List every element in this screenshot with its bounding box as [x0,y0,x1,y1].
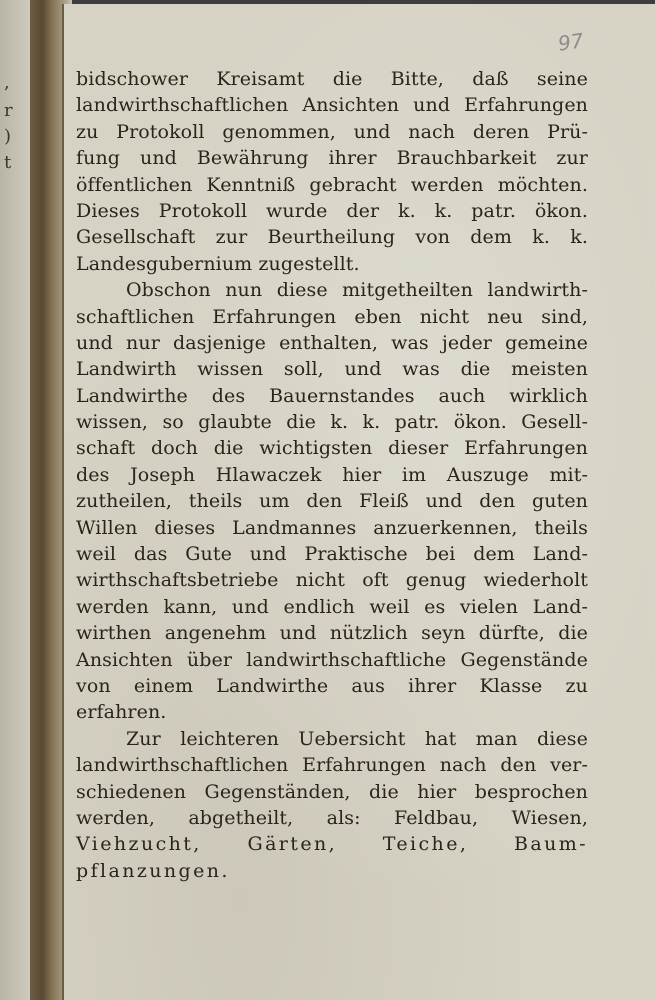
text-line: fung und Bewährung ihrer Brauchbarkeit zur [76,147,588,170]
body-text [76,66,588,884]
text-line: zutheilen, theils um den Fleiß und den guten [76,490,588,513]
text-line: Landwirth wissen soll, und was die meisten [76,358,588,381]
text-line: Landesgubernium zugestellt. [76,252,360,275]
text-line: des Joseph Hlawaczek hier im Auszuge mit- [76,463,588,486]
text-line: Ansichten über landwirthschaftliche Gegenstände [76,648,588,671]
text-line: wirthschaftsbetriebe nicht oft genug wiederholt [76,569,588,592]
page-number: 97 [556,28,585,56]
text-line: schaft doch die wichtigsten dieser Erfahrungen [76,437,588,460]
text-line: schiedenen Gegenständen, die hier besprochen [76,780,588,803]
text-line: werden, abgetheilt, als: Feldbau, Wiesen, [76,806,588,829]
text-line: und nur dasjenige enthalten, was jeder gemeine [76,331,588,354]
text-line: weil das Gute und Praktische bei dem Land- [76,543,588,566]
margin-mark: r [4,100,13,121]
margin-mark: t [4,152,12,173]
text-line: Viehzucht, Gärten, Teiche, Baum- [76,833,588,856]
text-line: schaftlichen Erfahrungen eben nicht neu sind, [76,305,588,328]
text-line: Gesellschaft zur Beurtheilung von dem k. k. [76,226,588,249]
text-line: bidschower Kreisamt die Bitte, daß seine [76,68,588,90]
text-line: werden kann, und endlich weil es vielen Land- [76,595,588,618]
text-line: pflanzungen. [76,859,230,882]
text-line: landwirthschaftlichen Erfahrungen nach den ver- [76,754,588,777]
text-line: Zur leichteren Uebersicht hat man diese [126,727,588,750]
text-line: von einem Landwirthe aus ihrer Klasse zu [76,674,588,697]
margin-mark: , [4,72,10,93]
text-line: wissen, so glaubte die k. k. patr. ökon. Gesell- [76,411,588,434]
text-line: erfahren. [76,701,167,724]
text-line: Willen dieses Landmannes anzuerkennen, theils [76,516,588,539]
margin-mark: ) [4,126,12,147]
text-line: landwirthschaftlichen Ansichten und Erfahrungen [76,94,588,117]
text-line: wirthen angenehm und nützlich seyn dürfte, die [76,622,588,645]
text-line: Dieses Protokoll wurde der k. k. patr. ökon. [76,199,588,222]
text-line: öffentlichen Kenntniß gebracht werden möchten. [76,173,588,196]
text-line: Obschon nun diese mitgetheilten landwirth- [126,279,588,302]
text-line: zu Protokoll genommen, und nach deren Prü- [76,120,588,143]
text-line: Landwirthe des Bauernstandes auch wirklich [76,384,588,407]
